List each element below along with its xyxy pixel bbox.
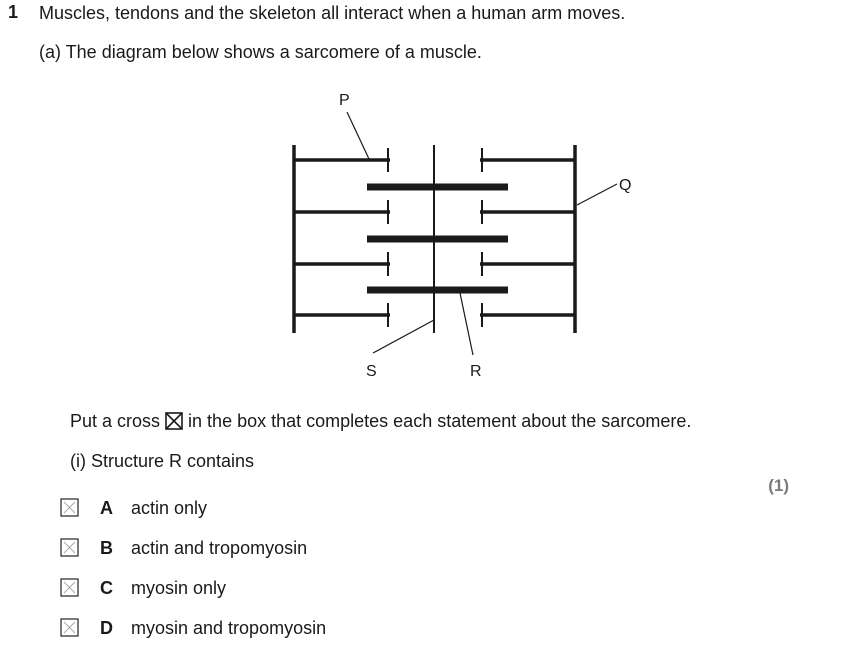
answer-box-c[interactable] (60, 578, 80, 598)
instruction-after: in the box that completes each statement about the sarcomere. (183, 411, 692, 431)
option-letter: D (100, 617, 113, 638)
cross-box-icon (60, 498, 80, 518)
answer-box-b[interactable] (60, 538, 80, 558)
option-letter: B (100, 537, 113, 558)
cross-box-icon (60, 578, 80, 598)
label-q-line (577, 184, 617, 205)
cross-box-icon (60, 538, 80, 558)
label-r: R (470, 363, 482, 380)
cross-box-icon (60, 618, 80, 638)
label-r-line (460, 293, 473, 355)
label-s-line (373, 320, 434, 353)
label-p: P (339, 92, 350, 109)
cross-box-icon (165, 412, 183, 435)
question-number: 1 (8, 2, 19, 22)
option-b[interactable] (60, 536, 308, 560)
option-c[interactable] (60, 576, 227, 600)
part-a-text: (a) The diagram below shows a sarcomere of a muscle. (39, 42, 482, 62)
marks-label: (1) (768, 476, 789, 495)
answer-box-a[interactable] (60, 498, 80, 518)
option-text: actin and tropomyosin (131, 537, 308, 558)
label-q: Q (619, 177, 632, 194)
option-letter: A (100, 497, 113, 518)
option-letter: C (100, 577, 113, 598)
instruction-before: Put a cross (70, 411, 166, 431)
answer-box-d[interactable] (60, 618, 80, 638)
option-text: myosin and tropomyosin (131, 617, 327, 638)
option-d[interactable] (60, 616, 327, 640)
option-a[interactable] (60, 496, 208, 520)
label-p-line (347, 112, 369, 159)
option-text: actin only (131, 497, 208, 518)
question-text: Muscles, tendons and the skeleton all interact when a human arm moves. (39, 3, 626, 23)
option-text: myosin only (131, 577, 227, 598)
sub-question-i: (i) Structure R contains (70, 451, 255, 471)
label-s: S (366, 363, 377, 380)
instruction-text (70, 411, 691, 435)
